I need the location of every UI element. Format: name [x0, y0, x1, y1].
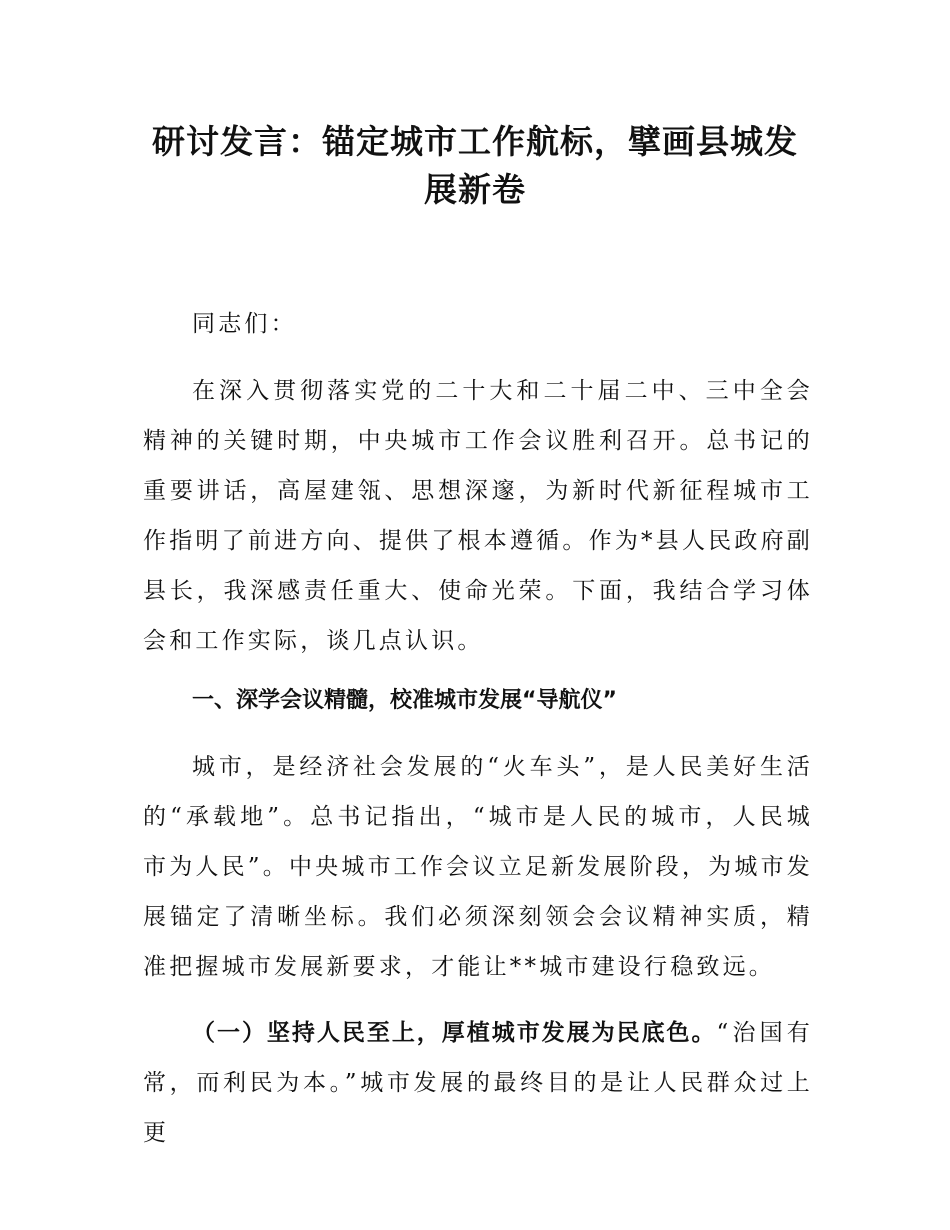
subsection-1-text: “治国有常，而利民为本。”城市发展的最终目的是让人民群众过上更	[143, 1020, 814, 1146]
document-title: 研讨发言：锚定城市工作航标，擘画县城发展新卷	[152, 122, 798, 209]
paragraph-opening: 在深入贯彻落实党的二十大和二十届二中、三中全会精神的关键时期，中央城市工作会议胜利召开。总书记的重要讲话，高屋建瓴、思想深邃，为新时代新征程城市工作指明了前进方向、提供了根本遵循。作为*县人民政府副县长，我深感责任重大、使命光荣。下面，我结合学习体会和工作实际，谈几点认识。	[143, 378, 813, 654]
paragraph-section-1: 城市，是经济社会发展的“火车头”，是人民美好生活的“承载地”。总书记指出，“城市是人民的城市，人民城市为人民”。中央城市工作会议立足新发展阶段，为城市发展锚定了清晰坐标。我们必须深刻领会会议精神实质，精准把握城市发展新要求，才能让**城市建设行稳致远。	[143, 754, 813, 980]
salutation: 同志们：	[192, 311, 297, 337]
section-heading-1: 一、深学会议精髓，校准城市发展“导航仪”	[192, 688, 617, 713]
subsection-heading-1: （一）坚持人民至上，厚植城市发展为民底色。	[192, 1020, 717, 1046]
paragraph-subsection-1	[143, 1008, 813, 1158]
